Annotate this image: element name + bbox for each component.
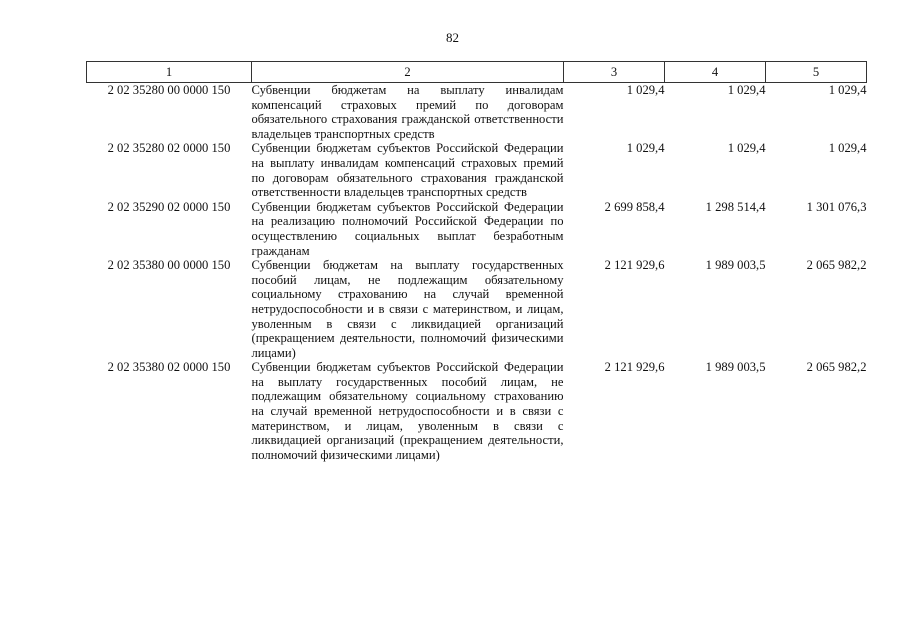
budget-code: 2 02 35290 02 0000 150: [107, 199, 231, 214]
table-body: [87, 83, 867, 463]
value-col-3: 1 029,4: [626, 141, 665, 156]
table-row: [87, 83, 867, 142]
value-col-5: 1 301 076,3: [806, 199, 867, 214]
row-description: Субвенции бюджетам на выплату государственных пособий лицам, не подлежащим обязательному социальному страхованию на случай временной нетрудоспособности и в связи с материнством, и лицам, уволенным в связи с ликвидацией организаций (прекращением деятельности, полномочий физическими лицами): [251, 258, 564, 360]
page-number: 82: [446, 30, 459, 45]
table-row: [87, 360, 867, 462]
value-col-4: 1 029,4: [727, 83, 766, 97]
header-col-5: 5: [766, 62, 867, 83]
value-col-3: 1 029,4: [626, 83, 665, 97]
row-description: Субвенции бюджетам субъектов Российской Федерации на выплату инвалидам компенсаций страховых премий по договорам обязательного страхования гражданской ответственности владельцев транспортных средств: [251, 141, 564, 200]
header-col-2: 2: [252, 62, 564, 83]
value-col-3: 2 699 858,4: [604, 199, 665, 214]
budget-code: 2 02 35280 00 0000 150: [107, 83, 231, 97]
value-col-5: 1 029,4: [828, 83, 867, 97]
header-row: [87, 62, 867, 83]
value-col-4: 1 989 003,5: [705, 360, 766, 375]
value-col-3: 2 121 929,6: [604, 258, 665, 273]
row-description: Субвенции бюджетам на выплату инвалидам компенсаций страховых премий по договорам обязательного страхования гражданской ответственности владельцев транспортных средств: [251, 83, 564, 141]
row-description: Субвенции бюджетам субъектов Российской Федерации на реализацию полномочий Российской Федерации по осуществлению социальных выплат безработным гражданам: [251, 199, 564, 258]
row-description: Субвенции бюджетам субъектов Российской Федерации на выплату государственных пособий лицам, не подлежащим обязательному социальному страхованию на случай временной нетрудоспособности и в связи с материнством, и лицам, уволенным в связи с ликвидацией организаций (прекращением деятельности, полномочий физическими лицами): [251, 360, 564, 462]
value-col-4: 1 029,4: [727, 141, 766, 156]
budget-code: 2 02 35280 02 0000 150: [107, 141, 231, 156]
header-col-3: 3: [564, 62, 665, 83]
table-row: [87, 258, 867, 360]
table-row: [87, 200, 867, 258]
budget-code: 2 02 35380 02 0000 150: [107, 360, 231, 375]
value-col-5: 2 065 982,2: [806, 258, 867, 273]
budget-table: [86, 61, 867, 462]
header-col-4: 4: [665, 62, 766, 83]
value-col-4: 1 989 003,5: [705, 258, 766, 273]
budget-code: 2 02 35380 00 0000 150: [107, 258, 231, 273]
value-col-3: 2 121 929,6: [604, 360, 665, 375]
value-col-5: 1 029,4: [828, 141, 867, 156]
value-col-4: 1 298 514,4: [705, 199, 766, 214]
header-col-1: 1: [87, 62, 252, 83]
table-row: [87, 141, 867, 199]
value-col-5: 2 065 982,2: [806, 360, 867, 375]
table-header: [87, 62, 867, 83]
